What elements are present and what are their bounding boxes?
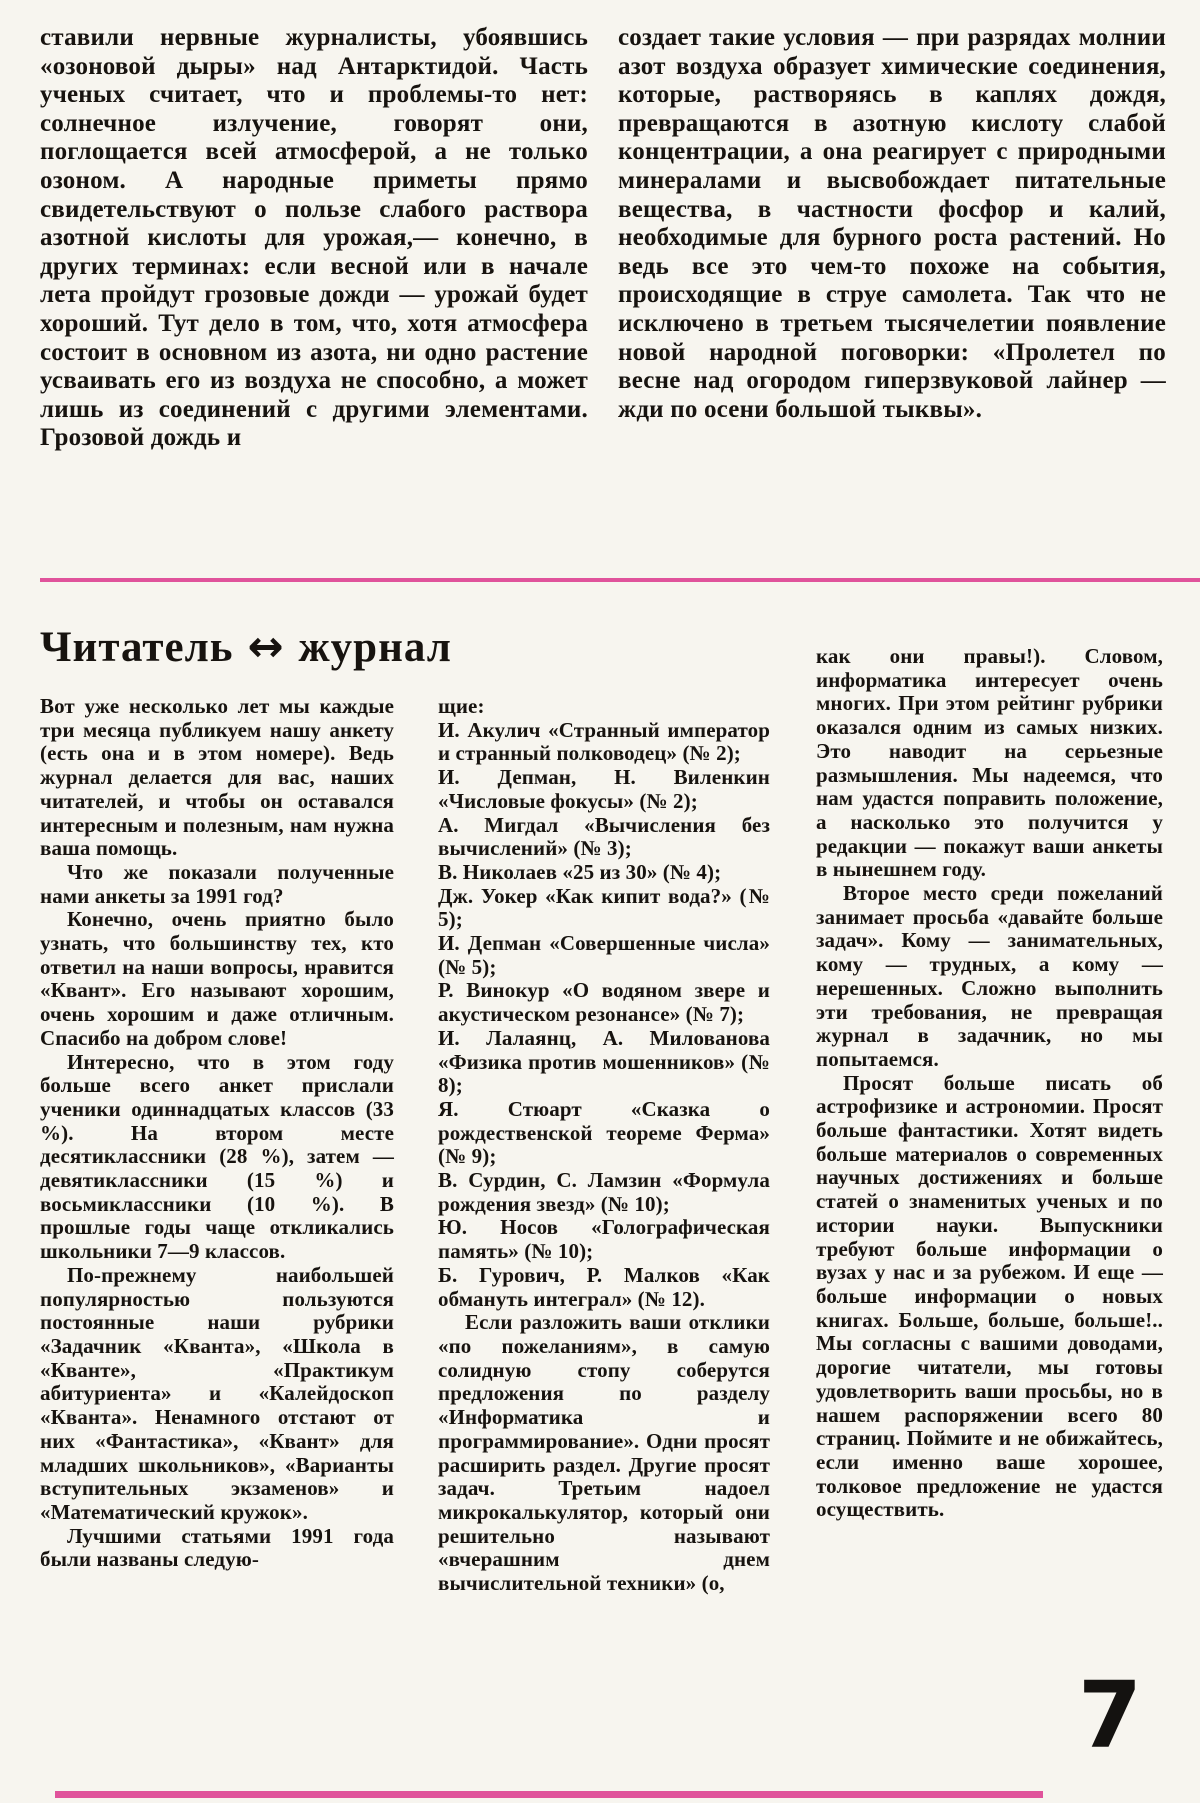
list-item: Ю. Носов «Голографическая память» (№ 10); (438, 1215, 770, 1264)
left-right-arrow-icon: ↔ (247, 622, 285, 672)
paragraph: По-прежнему наибольшей популярностью пользуются постоянные наши рубрики «Задачник «Кванта», «Школа в «Кванте», «Практикум абитуриента» и «Калейдоскоп «Кванта». Ненамного отстают от них «Фантастика», «Квант» для младших школьников», «Варианты вступительных экзаменов» и «Математический кружок». (40, 1262, 394, 1524)
list-item: Б. Гурович, Р. Малков «Как обмануть интеграл» (№ 12). (438, 1262, 770, 1311)
list-item: А. Мигдал «Вычисления без вычислений» (№ 3); (438, 812, 770, 861)
list-item: И. Депман, Н. Виленкин «Числовые фокусы» (№ 2); (438, 765, 770, 813)
paragraph: Интересно, что в этом году больше всего анкет прислали ученики одиннадцатых классов (33 %). На втором месте десятиклассники (28 %), затем — девятиклассники (15 %) и восьмиклассники (10 %). В прошлые годы чаще откликались школьники 7—9 классов. (40, 1049, 394, 1264)
paragraph: щие: (438, 694, 485, 718)
section-divider-rule (40, 578, 1200, 582)
paragraph: Вот уже несколько лет мы каждые три месяца публикуем нашу анкету (есть она и в этом номере). Ведь журнал делается для вас, наших читателей, и чтобы он оставался интересным и полезным, нам нужна ваша помощь. (40, 694, 394, 861)
paragraph: Просят больше писать об астрофизике и астрономии. Просят больше фантастики. Хотят видеть больше материалов о современных научных достижениях и больше статей о знаменитых ученых и по истории науки. Выпускники требуют больше информации о вузах у нас и за рубежом. И еще — больше информации о новых книгах. Больше, больше, больше!.. Мы согласны с вашими доводами, дорогие читатели, мы готовы удовлетворить ваши просьбы, но в нашем распоряжении всего 80 страниц. Поймите и не обижайтесь, если именно ваше хорошее, толковое предложение не удастся осуществить. (816, 1070, 1163, 1522)
list-item: Я. Стюарт «Сказка о рождественской теореме Ферма» (№ 9); (438, 1096, 770, 1169)
paragraph: Второе место среди пожеланий занимает просьба «давайте больше задач». Кому — занимательных, кому — трудных, а кому — нерешенных. Сложно выполнить эти требования, не превращая журнал в задачник, но мы попытаемся. (816, 881, 1163, 1071)
paragraph: как они правы!). Словом, информатика интересует очень многих. При этом рейтинг рубрики оказался одним из самых низких. Это наводит на серьезные размышления. Мы надеемся, что нам удастся поправить положение, а насколько это получится у редакции — покажут ваши анкеты в нынешнем году. (816, 644, 1163, 882)
list-item: В. Сурдин, С. Ламзин «Формула рождения звезд» (№ 10); (438, 1168, 770, 1216)
reader-column-2 (438, 695, 770, 1596)
list-item: И. Депман «Совершенные числа» (№ 5); (438, 931, 770, 979)
top-article-column-right: создает такие условия — при разрядах молнии азот воздуха образует химические соединения, которые, растворяясь в каплях дождя, превращаются в азотную кислоту слабой концентрации, а она реагирует с природными минералами и высвобождает питательные вещества, в частности фосфор и калий, необходимые для бурного роста растений. Но ведь все это чем-то похоже на события, происходящие в струе самолета. Так что не исключено в третьем тысячелетии появление новой народной поговорки: «Пролетел по весне над огородом гиперзвуковой лайнер — жди по осени большой тыквы». (618, 24, 1166, 423)
section-title (40, 622, 452, 672)
section-title-left: Читатель (40, 624, 234, 671)
top-article-column-left: ставили нервные журналисты, убоявшись «озоновой дыры» над Антарктидой. Часть ученых считает, что и проблемы-то нет: солнечное излучение, говорят они, поглощается всей атмосферой, а не только озоном. А народные приметы прямо свидетельствуют о пользе слабого раствора азотной кислоты для урожая,— конечно, в других терминах: если весной или в начале лета пройдут грозовые дожди — урожай будет хороший. Тут дело в том, что, хотя атмосфера состоит в основном из азота, ни одно растение усваивать его из воздуха не способно, а может лишь из соединений с другими элементами. Грозовой дождь и (40, 24, 588, 452)
page-number: 7 (1078, 1662, 1143, 1769)
reader-column-1 (40, 695, 394, 1572)
list-item: Р. Винокур «О водяном звере и акустическом резонансе» (№ 7); (438, 978, 770, 1027)
paragraph: Если разложить ваши отклики «по пожеланиям», в самую солидную стопу соберутся предложения по разделу «Информатика и программирование». Одни просят расширить раздел. Другие просят задач. Третьим надоел микрокалькулятор, который они решительно называют «вчерашним днем вычислительной техники» (о, (438, 1310, 770, 1596)
paragraph: Конечно, очень приятно было узнать, что большинству тех, кто ответил на наши вопросы, нравится «Квант». Его называют хорошим, очень хорошим и даже отличным. Спасибо на добром слове! (40, 907, 394, 1050)
top-article (40, 24, 1166, 453)
bottom-rule (55, 1791, 1043, 1798)
list-item: И. Акулич «Странный император и странный полководец» (№ 2); (438, 717, 770, 766)
paragraph: Лучшими статьями 1991 года были названы следую- (40, 1523, 394, 1572)
reader-column-3 (816, 645, 1163, 1522)
paragraph: Что же показали полученные нами анкеты за 1991 год? (40, 859, 394, 908)
list-item: И. Лалаянц, А. Милованова «Физика против мошенников» (№ 8); (438, 1025, 770, 1098)
list-item: В. Николаев «25 из 30» (№ 4); (438, 859, 722, 884)
list-item: Дж. Уокер «Как кипит вода?» (№ 5); (438, 883, 770, 932)
section-title-right: журнал (298, 624, 452, 671)
